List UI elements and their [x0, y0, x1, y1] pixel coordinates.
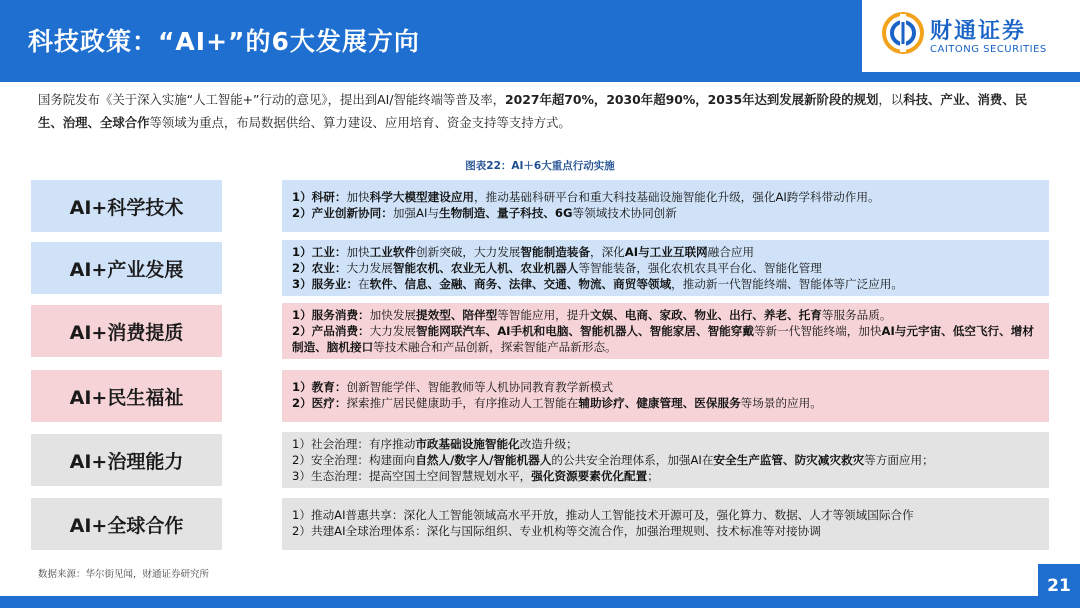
highlight-text: 1）服务消费： [292, 308, 370, 322]
body-text: 等场景的应用。 [740, 396, 822, 410]
intro-text: 等领域为重点，布局数据供给、算力建设、应用培育、资金支持等支持方式。 [149, 115, 571, 130]
highlight-text: 2）产业创新协同： [292, 206, 393, 220]
body-text: 等智能装备，强化农机农具平台化、智能化管理 [578, 261, 822, 275]
highlight-text: 3）服务业： [292, 277, 359, 291]
row-desc-science [282, 180, 1049, 232]
highlight-text: AI与工业互联网 [624, 245, 708, 259]
highlight-text: 1）科研： [292, 190, 347, 204]
source-note: 数据来源：华尔街见闻，财通证券研究所 [38, 569, 210, 580]
highlight-text: 提效型、陪伴型 [416, 308, 498, 322]
highlight-text: 1）工业： [292, 245, 347, 259]
row-line [292, 307, 1039, 323]
row-line [292, 452, 1039, 468]
highlight-text: 2）医疗： [292, 396, 347, 410]
body-text: 2）共建AI全球治理体系：深化与国际组织、专业机构等交流合作，加强治理规则、技术标准等对接协调 [292, 524, 821, 538]
body-text: 等方面应用； [864, 453, 934, 467]
highlight-text: 智能制造装备 [520, 245, 590, 259]
body-text: 加快 [346, 190, 370, 204]
body-text: ，推动新一代智能终端、智能体等广泛应用。 [671, 277, 903, 291]
body-text: 等智能应用，提升 [497, 308, 590, 322]
intro-emphasis-areas: 科技、产业、消费、民生、治理、全球合作 [38, 92, 1028, 130]
logo-text-cn: 财通证券 [930, 19, 1027, 44]
page-title: 科技政策：“AI+”的6大发展方向 [28, 27, 420, 56]
body-text: 在 [358, 277, 370, 291]
row-line [292, 189, 1039, 205]
body-text: ； [647, 469, 659, 483]
caitong-logo-icon [882, 12, 924, 54]
body-text: 等服务品质。 [821, 308, 892, 322]
intro-paragraph [38, 88, 1048, 134]
highlight-text: 2）产品消费： [292, 324, 370, 338]
row-line [292, 205, 1039, 221]
highlight-text: AI与元宇宙、低空飞行、增材制造、脑机接口 [292, 324, 1034, 354]
body-text: 等技术融合和产品创新，探索智能产品新形态。 [373, 340, 617, 354]
body-text: 加强AI与 [392, 206, 439, 220]
body-text: 大力发展 [369, 324, 417, 338]
body-text: 探索推广居民健康助手，有序推动人工智能在 [346, 396, 579, 410]
body-text: ，推动基础科研平台和重大科技基础设施智能化升级，强化AI跨学科带动作用。 [474, 190, 880, 204]
row-label-industry: AI+产业发展 [31, 242, 222, 294]
footer-bar [0, 596, 1080, 608]
body-text: 大力发展 [346, 261, 393, 275]
row-desc-consumption [282, 303, 1049, 359]
row-line [292, 260, 1039, 276]
intro-text: 国务院发布《关于深入实施“人工智能+”行动的意见》，提出到AI/智能终端等普及率， [38, 92, 505, 107]
row-desc-industry [282, 240, 1049, 296]
row-label-livelihood: AI+民生福祉 [31, 370, 222, 422]
row-desc-global [282, 498, 1049, 550]
row-label-science: AI+科学技术 [31, 180, 222, 232]
body-text: 创新突破，大力发展 [416, 245, 521, 259]
row-label-global: AI+全球合作 [31, 498, 222, 550]
highlight-text: 软件、信息、金融、商务、法律、交通、物流、商贸等领域 [369, 277, 672, 291]
row-line [292, 507, 1039, 523]
row-label-consumption: AI+消费提质 [31, 305, 222, 357]
highlight-text: 生物制造、量子科技、6G [438, 206, 573, 220]
row-line [292, 468, 1039, 484]
body-text: 3）生态治理：提高空国土空间智慧规划水平， [292, 469, 532, 483]
intro-emphasis-targets: 2027年超70%，2030年超90%，2035年达到发展新阶段的规划 [505, 92, 879, 107]
row-line [292, 244, 1039, 260]
highlight-text: 科学大模型建设应用 [369, 190, 475, 204]
body-text: 创新智能学伴、智能教师等人机协同教育教学新模式 [346, 380, 614, 394]
body-text: 等新一代智能终端，加快 [753, 324, 882, 338]
row-line [292, 276, 1039, 292]
row-line [292, 323, 1039, 355]
highlight-text: 辅助诊疗、健康管理、医保服务 [578, 396, 741, 410]
highlight-text: 智能农机、农业无人机、农业机器人 [392, 261, 579, 275]
header-bar [0, 0, 1080, 82]
highlight-text: 1）教育： [292, 380, 347, 394]
row-line [292, 379, 1039, 395]
row-desc-livelihood [282, 370, 1049, 422]
row-line [292, 523, 1039, 539]
row-line [292, 436, 1039, 452]
body-text: 1）推动AI普惠共享：深化人工智能领域高水平开放，推动人工智能技术开源可及，强化算力、数据、人才等领域国际合作 [292, 508, 914, 522]
row-label-governance: AI+治理能力 [31, 434, 222, 486]
row-desc-governance [282, 432, 1049, 488]
intro-text: ，以 [878, 92, 904, 107]
body-text: 2）安全治理：构建面向 [292, 453, 416, 467]
figure-title: 图表22：AI＋6大重点行动实施 [465, 160, 615, 172]
company-logo [862, 0, 1080, 72]
highlight-text: 自然人/数字人/智能机器人 [415, 453, 552, 467]
highlight-text: 工业软件 [369, 245, 417, 259]
body-text: ，深化 [589, 245, 625, 259]
page-number: 21 [1038, 564, 1080, 608]
highlight-text: 智能网联汽车、AI手机和电脑、智能机器人、智能家居、智能穿戴 [416, 324, 754, 338]
body-text: 1）社会治理：有序推动 [292, 437, 416, 451]
highlight-text: 强化资源要素优化配置 [531, 469, 648, 483]
body-text: 的公共安全治理体系，加强AI在 [551, 453, 714, 467]
highlight-text: 市政基础设施智能化 [415, 437, 520, 451]
body-text: 等领域技术协同创新 [572, 206, 677, 220]
highlight-text: 文娱、电商、家政、物业、出行、养老、托育 [589, 308, 822, 322]
highlight-text: 2）农业： [292, 261, 347, 275]
body-text: 加快 [346, 245, 370, 259]
body-text: 融合应用 [707, 245, 755, 259]
body-text: 加快发展 [369, 308, 417, 322]
body-text: 改造升级； [519, 437, 578, 451]
highlight-text: 安全生产监管、防灾减灾救灾 [713, 453, 865, 467]
row-line [292, 395, 1039, 411]
logo-text-en: CAITONG SECURITIES [930, 44, 1047, 55]
